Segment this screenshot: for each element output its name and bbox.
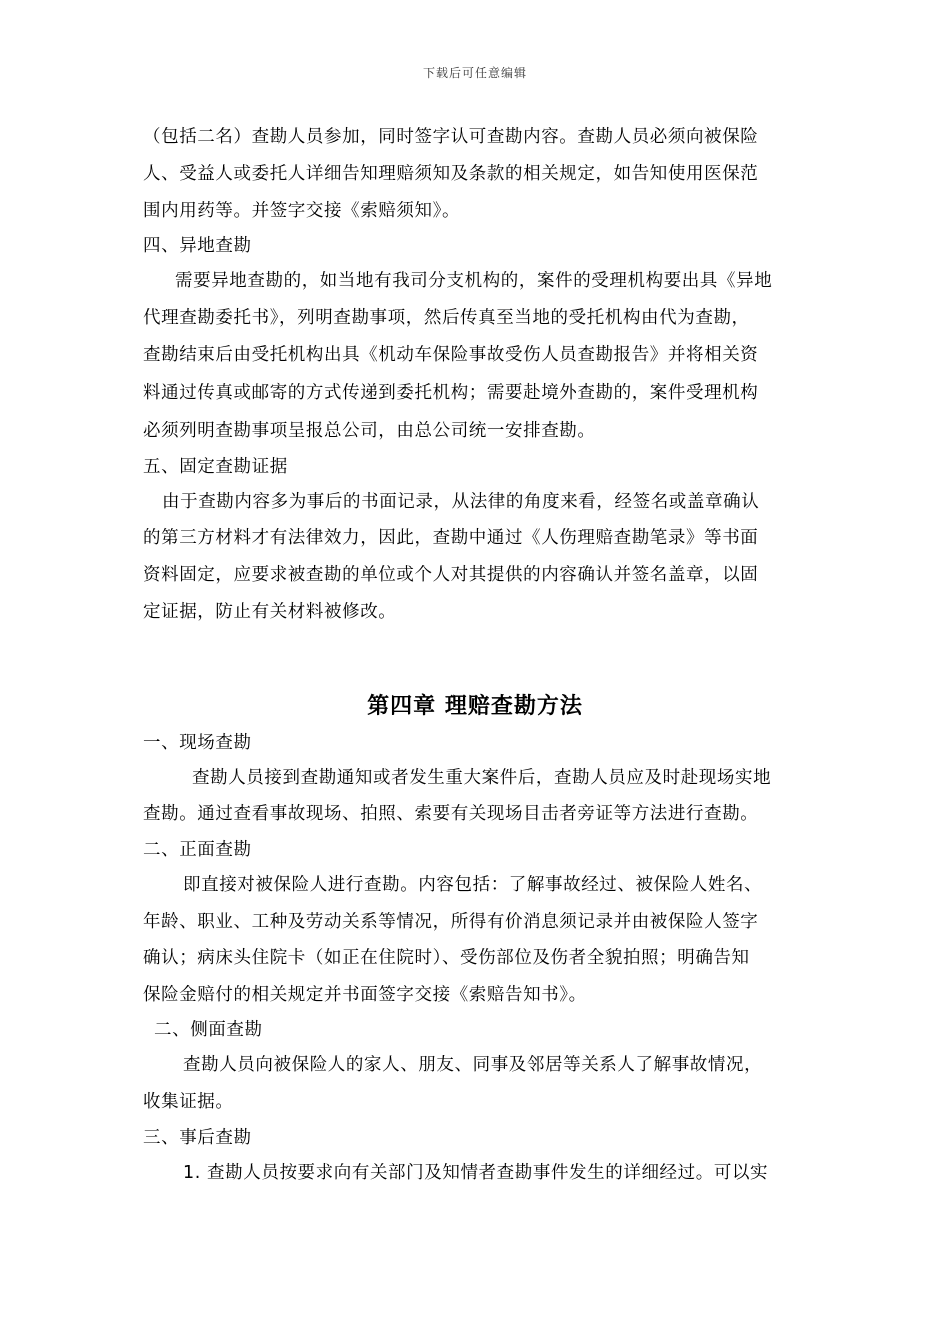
chapter-title: 第四章 理赔查勘方法 — [367, 693, 583, 719]
paragraph-line: 围内用药等。并签字交接《索赔须知》。 — [143, 201, 461, 221]
paragraph-line: 查勘。通过查看事故现场、拍照、索要有关现场目击者旁证等方法进行查勘。 — [143, 804, 759, 824]
paragraph-line: 代理查勘委托书》，列明查勘事项，然后传真至当地的受托机构由代为查勘， — [143, 308, 750, 328]
paragraph-line: 查勘人员向被保险人的家人、朋友、同事及邻居等关系人了解事故情况， — [183, 1055, 763, 1075]
section-heading-indirect-survey: 二、侧面查勘 — [154, 1020, 263, 1040]
section-heading-direct-survey: 二、正面查勘 — [143, 840, 252, 860]
section-heading-post-survey: 三、事后查勘 — [143, 1128, 252, 1148]
paragraph-line: 需要异地查勘的，如当地有我司分支机构的，案件的受理机构要出具《异地 — [175, 271, 773, 291]
paragraph-line: 1. 查勘人员按要求向有关部门及知情者查勘事件发生的详细经过。可以实 — [183, 1163, 769, 1183]
paragraph-line: 收集证据。 — [143, 1092, 234, 1112]
paragraph-line: 由于查勘内容多为事后的书面记录，从法律的角度来看，经签名或盖章确认 — [162, 492, 760, 512]
paragraph-line: 查勘人员接到查勘通知或者发生重大案件后，查勘人员应及时赴现场实地 — [192, 768, 772, 788]
paragraph-line: 资料固定，应要求被查勘的单位或个人对其提供的内容确认并签名盖章，以固 — [143, 565, 759, 585]
paragraph-line: 年龄、职业、工种及劳动关系等情况，所得有价消息须记录并由被保险人签字 — [143, 912, 759, 932]
paragraph-line: 定证据，防止有关材料被修改。 — [143, 602, 397, 622]
paragraph-line: 人、受益人或委托人详细告知理赔须知及条款的相关规定，如告知使用医保范 — [143, 164, 759, 184]
header-note: 下载后可任意编辑 — [422, 66, 527, 80]
paragraph-line: 保险金赔付的相关规定并书面签字交接《索赔告知书》。 — [143, 985, 587, 1005]
paragraph-line: （包括二名）查勘人员参加，同时签字认可查勘内容。查勘人员必须向被保险 — [143, 127, 759, 147]
paragraph-line: 即直接对被保险人进行查勘。内容包括：了解事故经过、被保险人姓名、 — [183, 875, 763, 895]
paragraph-line: 必须列明查勘事项呈报总公司，由总公司统一安排查勘。 — [143, 421, 596, 441]
section-heading-fix-evidence: 五、固定查勘证据 — [143, 457, 288, 477]
paragraph-line: 料通过传真或邮寄的方式传递到委托机构；需要赴境外查勘的，案件受理机构 — [143, 383, 759, 403]
section-heading-remote-survey: 四、异地查勘 — [143, 236, 252, 256]
paragraph-line: 确认；病床头住院卡（如正在住院时）、受伤部位及伤者全貌拍照；明确告知 — [143, 948, 750, 968]
paragraph-line: 的第三方材料才有法律效力，因此，查勘中通过《人伤理赔查勘笔录》等书面 — [143, 528, 759, 548]
paragraph-line: 查勘结束后由受托机构出具《机动车保险事故受伤人员查勘报告》并将相关资 — [143, 345, 759, 365]
section-heading-onsite-survey: 一、现场查勘 — [143, 733, 252, 753]
